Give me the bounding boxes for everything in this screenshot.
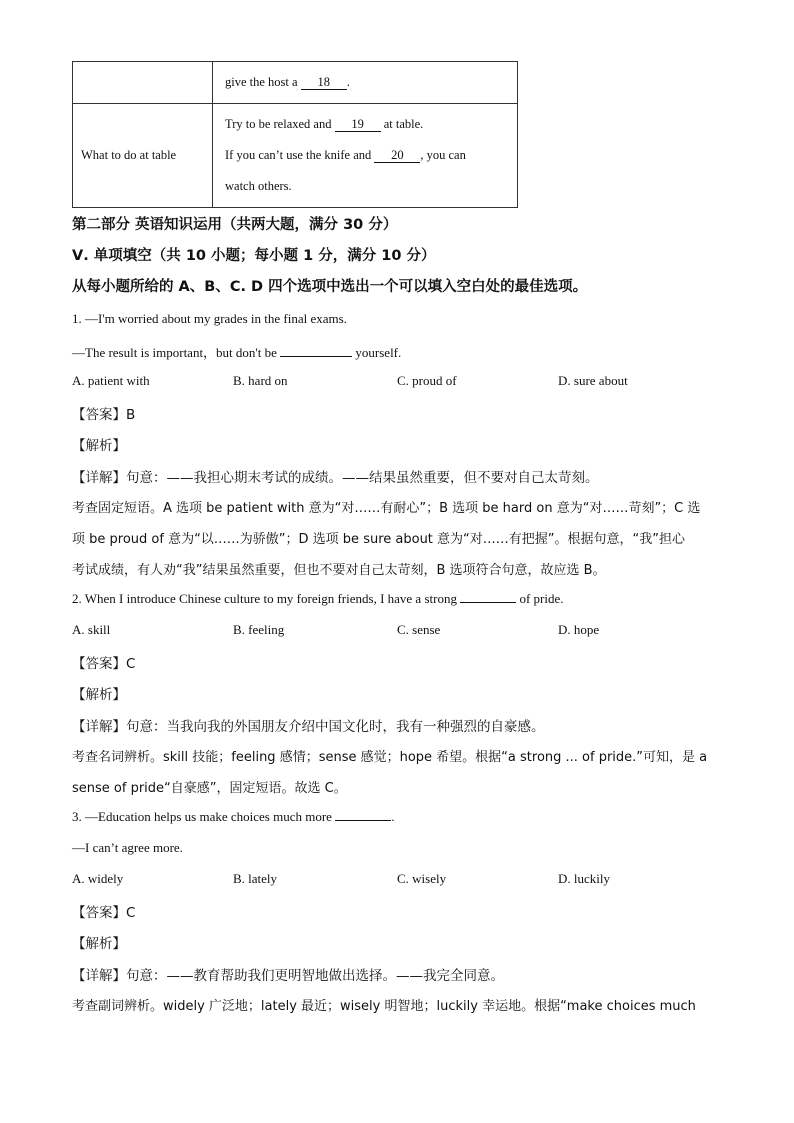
blank-20: 20 (374, 148, 420, 163)
q1-option-d: D. sure about (558, 373, 628, 388)
table-row (73, 104, 518, 208)
q3-detail: 【详解】句意：——教育帮助我们更明智地做出选择。——我完全同意。 (72, 968, 504, 984)
blank-18: 18 (301, 75, 347, 90)
table-cell (213, 104, 518, 208)
table-cell-label: What to do at table (73, 104, 213, 208)
q1-blank (280, 345, 352, 357)
q1-answer: 【答案】B (72, 407, 136, 423)
q2-stem: 2. When I introduce Chinese culture to my foreign friends, I have a strong of pride. (72, 591, 564, 606)
q3-answer: 【答案】C (72, 905, 136, 921)
q2-option-a: A. skill (72, 622, 111, 637)
q2-explanation-1: 考查名词辨析。skill 技能；feeling 感情；sense 感觉；hope 希望。根据“a strong ... of pride.”可知，是 a (72, 750, 708, 765)
q1-explanation-3: 考试成绩，有人劝“我”结果虽然重要，但也不要对自己太苛刻，B 选项符合句意，故应选 B。 (72, 563, 606, 578)
q2-detail: 【详解】句意：当我向我的外国朋友介绍中国文化时，我有一种强烈的自豪感。 (72, 719, 545, 735)
q3-explanation-1: 考查副词辨析。widely 广泛地；lately 最近；wisely 明智地；luckily 幸运地。根据“make choices much (72, 999, 696, 1014)
q2-analysis: 【解析】 (72, 687, 126, 703)
q2-answer: 【答案】C (72, 656, 136, 672)
q3-line2: —I can’t agree more. (72, 840, 183, 855)
q3-analysis: 【解析】 (72, 936, 126, 952)
q1-option-c: C. proud of (397, 373, 457, 388)
q3-option-d: D. luckily (558, 871, 610, 886)
blank-19: 19 (335, 117, 381, 132)
table-cell-empty (73, 62, 213, 104)
q1-explanation-1: 考查固定短语。A 选项 be patient with 意为“对……有耐心”；B 选项 be hard on 意为“对……苛刻”；C 选 (72, 501, 701, 516)
q3-option-a: A. widely (72, 871, 124, 886)
table-line: watch others. (225, 179, 292, 193)
q2-blank (460, 591, 516, 603)
table-line: If you can’t use the knife and 20 , you can (225, 148, 466, 162)
q1-detail: 【详解】句意：——我担心期末考试的成绩。——结果虽然重要，但不要对自己太苛刻。 (72, 470, 599, 486)
instruction: 从每小题所给的 A、B、C. D 四个选项中选出一个可以填入空白处的最佳选项。 (72, 279, 588, 295)
info-table (72, 61, 518, 208)
q3-option-b: B. lately (233, 871, 278, 886)
q2-option-c: C. sense (397, 622, 441, 637)
q3-blank (335, 809, 391, 821)
table-cell: give the host a 18 . (213, 62, 518, 104)
q2-option-d: D. hope (558, 622, 600, 637)
q1-explanation-2: 项 be proud of 意为“以……为骄傲”；D 选项 be sure about 意为“对……有把握”。根据句意，“我”担心 (72, 532, 685, 547)
q1-option-b: B. hard on (233, 373, 288, 388)
section-title: Ⅴ. 单项填空（共 10 小题；每小题 1 分，满分 10 分） (72, 248, 436, 264)
q3-option-c: C. wisely (397, 871, 447, 886)
table-line: Try to be relaxed and 19 at table. (225, 117, 424, 131)
q1-option-a: A. patient with (72, 373, 150, 388)
q2-option-b: B. feeling (233, 622, 285, 637)
q2-explanation-2: sense of pride“自豪感”，固定短语。故选 C。 (72, 781, 347, 796)
part-title: 第二部分 英语知识运用（共两大题，满分 30 分） (72, 217, 398, 233)
q1-analysis: 【解析】 (72, 438, 126, 454)
q1-line2: —The result is important，but don't be yourself. (72, 345, 402, 360)
q3-stem: 3. —Education helps us make choices much more . (72, 809, 395, 824)
q1-stem: 1. —I'm worried about my grades in the final exams. (72, 311, 347, 326)
table-row (73, 62, 518, 104)
